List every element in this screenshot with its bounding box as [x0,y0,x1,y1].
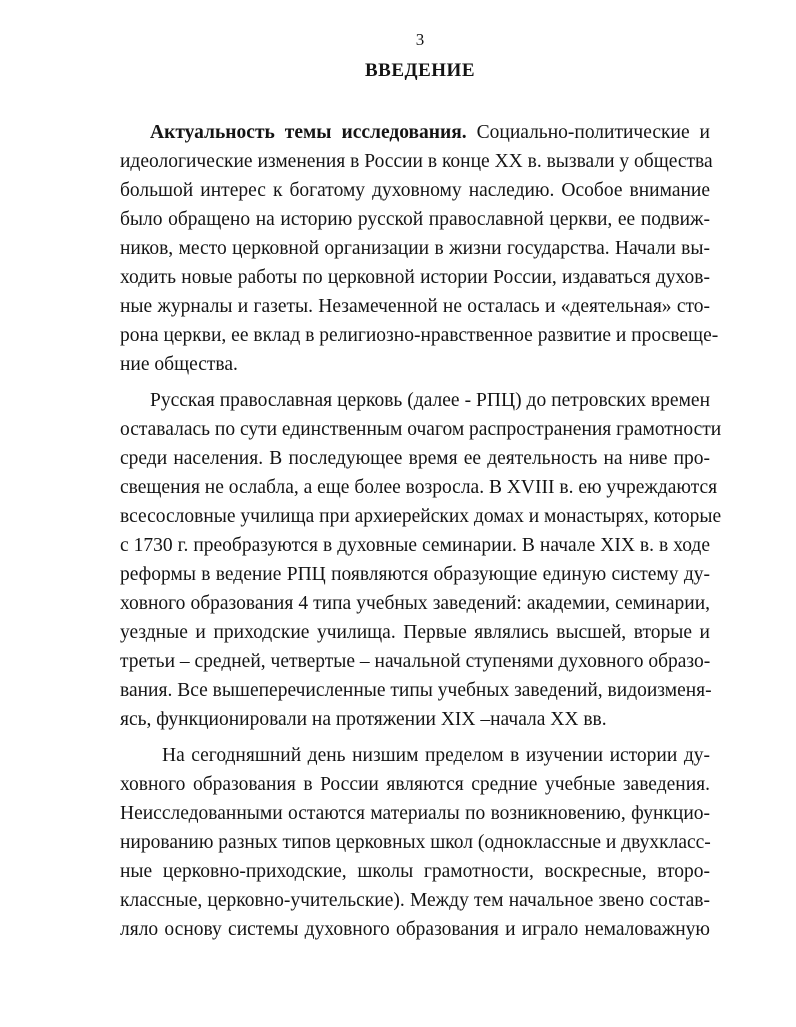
body-text [120,118,722,944]
paragraph-line: вания. Все вышеперечисленные типы учебных заведений, видоизменя- [120,680,712,701]
paragraph-line: рона церкви, ее вклад в религиозно-нравственное развитие и просвеще- [120,325,719,346]
paragraph-line: нированию разных типов церковных школ (одноклассные и двухкласс- [120,832,711,853]
paragraph-line: На сегодняшний день низшим пределом в изучении истории ду- [162,745,710,766]
paragraph-text: Социально-политические и [476,122,710,143]
paragraph-lead-heading: Актуальность темы исследования. [150,122,467,143]
page-number: 3 [415,30,425,49]
paragraph-line: ние общества. [120,354,238,375]
paragraph-line: было обращено на историю русской православной церкви, ее подвиж- [120,209,710,230]
paragraph-line: ясь, функционировали на протяжении XIX –начала XX вв. [120,709,607,730]
paragraph-line: ходить новые работы по церковной истории России, издаваться духов- [120,267,710,288]
paragraph-line: реформы в ведение РПЦ появляются образующие единую систему ду- [120,564,710,585]
paragraph-line: ховного образования 4 типа учебных заведений: академии, семинарии, [120,593,710,614]
paragraph-line: классные, церковно-учительские). Между тем начальное звено состав- [120,890,710,911]
paragraph-line: уездные и приходские училища. Первые являлись высшей, вторые и [120,622,710,643]
page-title: ВВЕДЕНИЕ [365,60,475,81]
paragraph-line: оставалась по сути единственным очагом распространения грамотности [120,419,722,440]
paragraph-line: третьи – средней, четвертые – начальной ступенями духовного образо- [120,651,711,672]
paragraph-line: ников, место церковной организации в жизни государства. Начали вы- [120,238,710,259]
paragraph-line: ляло основу системы духовного образования и играло немаловажную [120,919,710,940]
paragraph-line: всесословные училища при архиерейских домах и монастырях, которые [120,506,722,527]
paragraph-line: ные журналы и газеты. Незамеченной не осталась и «деятельная» сто- [120,296,710,317]
paragraph-line: Русская православная церковь (далее - РПЦ) до петровских времен [150,390,710,411]
paragraph-line: среди населения. В последующее время ее деятельность на ниве про- [120,448,710,469]
paragraph-line: Неисследованными остаются материалы по возникновению, функцио- [120,803,710,824]
paragraph-line: с 1730 г. преобразуются в духовные семинарии. В начале XIX в. в ходе [120,535,710,556]
paragraph-line: ховного образования в России являются средние учебные заведения. [120,774,710,795]
paragraph-line: свещения не ослабла, а еще более возросла. В XVIII в. ею учреждаются [120,477,718,498]
paragraph-1-line-1 [120,118,710,147]
paragraph-line: идеологические изменения в России в конце XX в. вызвали у общества [120,151,713,172]
paragraph-line: большой интерес к богатому духовному наследию. Особое внимание [120,180,710,201]
paragraph-line: ные церковно-приходские, школы грамотности, воскресные, второ- [120,861,710,882]
